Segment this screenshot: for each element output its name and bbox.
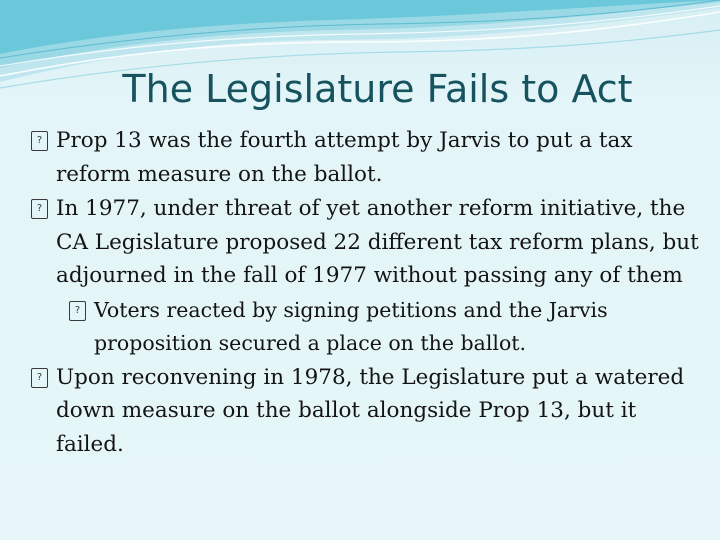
- missing-glyph-box-icon: ?: [31, 131, 48, 151]
- bullet-item: [30, 361, 706, 462]
- bullet-item: [30, 124, 706, 191]
- missing-glyph-box-icon: ?: [69, 301, 86, 321]
- bullet-text: In 1977, under threat of yet another reform initiative, the CA Legislature proposed 22 different tax reform plans, but adjourned in the fall of 1977 without passing any of them: [56, 196, 699, 288]
- sub-bullet-item: [68, 294, 706, 360]
- slide-title: The Legislature Fails to Act: [122, 67, 633, 111]
- bullet-text: Upon reconvening in 1978, the Legislature put a watered down measure on the ballot alongside Prop 13, but it failed.: [56, 364, 685, 457]
- bullet-list: [30, 124, 706, 462]
- bullet-text: Prop 13 was the fourth attempt by Jarvis to put a tax reform measure on the ballot.: [56, 128, 633, 187]
- missing-glyph-box-icon: ?: [31, 368, 48, 388]
- bullet-text: Voters reacted by signing petitions and the Jarvis proposition secured a place on the ballot.: [94, 297, 608, 355]
- bullet-item: [30, 192, 706, 293]
- missing-glyph-box-icon: ?: [31, 199, 48, 219]
